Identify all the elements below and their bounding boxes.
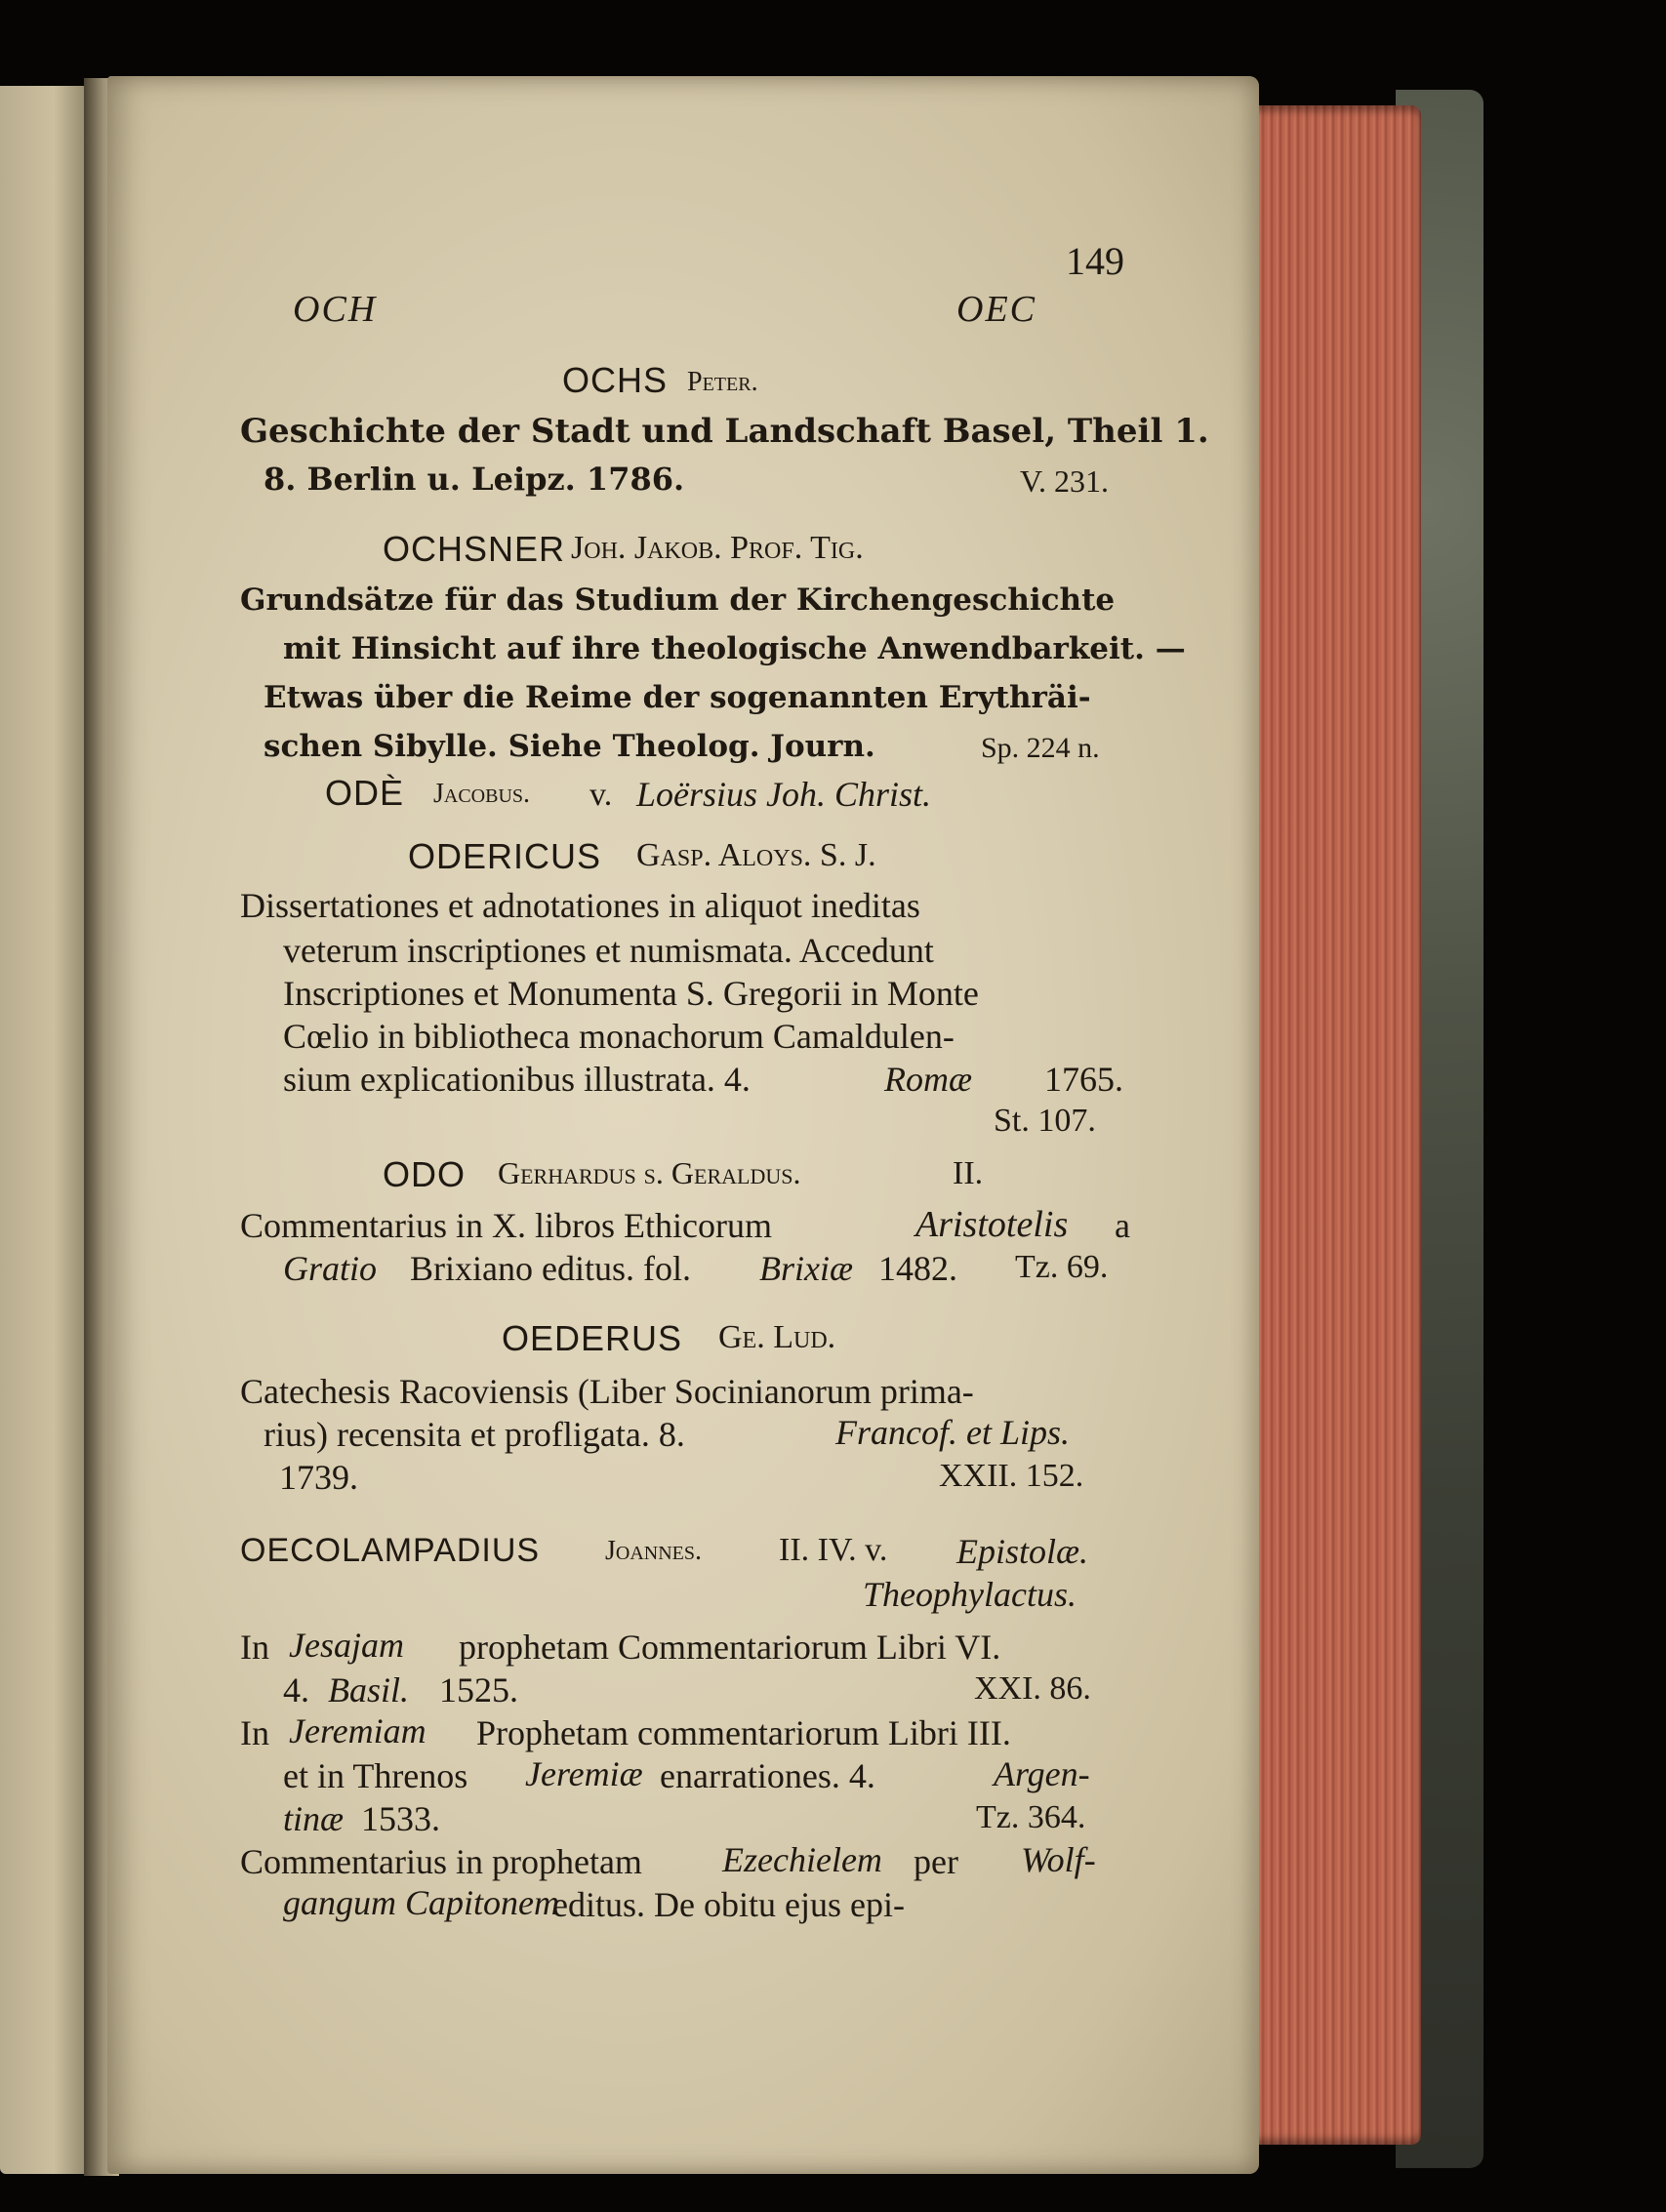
entry-line: rius) recensita et profligata. 8. [264,1415,685,1454]
work-editor: Wolf- [1021,1840,1096,1879]
entry-line: sium explicationibus illustrata. 4. [283,1060,751,1099]
entry-heading: OCHS [562,360,669,400]
entry-heading: ODO [383,1154,467,1194]
entry-see-name: Theophylactus. [863,1575,1077,1614]
entry-line: Inscriptiones et Monumenta S. Gregorii in Monte [283,974,979,1013]
entry-line: Catechesis Racoviensis (Liber Socinianorum prima- [240,1372,974,1411]
entry-line: Grundsätze für das Studium der Kirchengeschichte [240,583,1116,618]
work-year: 1525. [439,1670,518,1709]
entry-heading: OEDERUS [502,1318,683,1358]
entry-heading-given: Gerhardus s. Geraldus. [498,1155,801,1190]
entry-line: Cœlio in bibliotheca monachorum Camaldulen- [283,1017,955,1056]
entry-heading-given: Joannes. [605,1536,703,1566]
entry-year: 1739. [279,1458,358,1497]
page-number: 149 [1066,239,1124,283]
entry-heading-given: Joh. Jakob. Prof. Tig. [571,530,864,566]
entry-heading: ODERICUS [408,836,602,876]
entry-reference: II. [953,1155,984,1191]
entry-see-name: Loërsius Joh. Christ. [636,775,932,814]
work-place: tinæ [283,1799,345,1838]
entry-line: schen Sibylle. Siehe Theolog. Journ. [264,729,875,764]
work-subject: Jeremiæ [525,1754,643,1793]
work-line: prophetam Commentariorum Libri VI. [459,1628,1001,1667]
work-year: 1533. [361,1799,440,1838]
entry-see: v. [589,777,613,813]
entry-reference: II. IV. v. [779,1532,888,1568]
entry-reference: Tz. 69. [1015,1249,1109,1285]
work-reference: XXI. 86. [974,1670,1091,1707]
running-head-left: OCH [293,289,378,330]
work-line: In [240,1628,269,1667]
entry-author-name: Gratio [283,1249,378,1288]
work-subject: Ezechielem [722,1840,882,1879]
work-line: et in Threnos [283,1756,468,1795]
work-line: editus. De obitu ejus epi- [552,1885,905,1924]
work-format: 4. [283,1670,309,1709]
entry-heading-given: Ge. Lud. [718,1319,836,1355]
entry-heading: OCHSNER [383,529,566,569]
entry-author-name: Aristotelis [915,1204,1069,1245]
work-subject: Jesajam [289,1626,404,1665]
running-head-right: OEC [956,289,1036,330]
entry-year: 1482. [878,1249,957,1288]
entry-heading-given: Jacobus. [433,779,531,809]
entry-line: Dissertationes et adnotationes in aliquot ineditas [240,886,920,925]
entry-line: 8. Berlin u. Leipz. 1786. [264,461,685,498]
entry-place: Francof. et Lips. [835,1413,1070,1452]
work-reference: Tz. 364. [976,1799,1086,1835]
entry-line: Commentarius in X. libros Ethicorum [240,1206,772,1245]
entry-heading-given: Gasp. Aloys. S. J. [636,837,876,873]
work-place: Argen- [994,1754,1090,1793]
entry-line-end: a [1115,1206,1130,1245]
entry-year: 1765. [1044,1060,1123,1099]
work-line: In [240,1713,269,1752]
work-line: enarrationes. 4. [660,1756,875,1795]
entry-see-name: Epistolæ. [956,1532,1089,1571]
entry-heading: OECOLAMPADIUS [240,1532,541,1569]
entry-heading: ODÈ [325,773,405,813]
work-subject: Jeremiam [289,1711,427,1750]
entry-place: Romæ [884,1060,972,1099]
entry-reference: V. 231. [1020,463,1109,499]
work-line: Prophetam commentariorum Libri III. [476,1713,1011,1752]
entry-reference: St. 107. [994,1103,1096,1139]
entry-reference: XXII. 152. [939,1458,1084,1494]
work-line: per [914,1842,958,1881]
entry-reference: Sp. 224 n. [981,732,1100,764]
entry-line: Geschichte der Stadt und Landschaft Basel, Theil 1. [240,412,1209,451]
entry-line: mit Hinsicht auf ihre theologische Anwendbarkeit. — [283,631,1186,666]
entry-heading-given: Peter. [687,367,758,397]
work-place: Basil. [328,1670,410,1709]
work-editor: gangum Capitonem [283,1883,559,1922]
work-line: Commentarius in prophetam [240,1842,642,1881]
entry-place: Brixiæ [759,1249,853,1288]
entry-line: Etwas über die Reime der sogenannten Erythräi- [264,680,1091,715]
entry-line: veterum inscriptiones et numismata. Accedunt [283,931,934,970]
entry-line: Brixiano editus. fol. [410,1249,691,1288]
